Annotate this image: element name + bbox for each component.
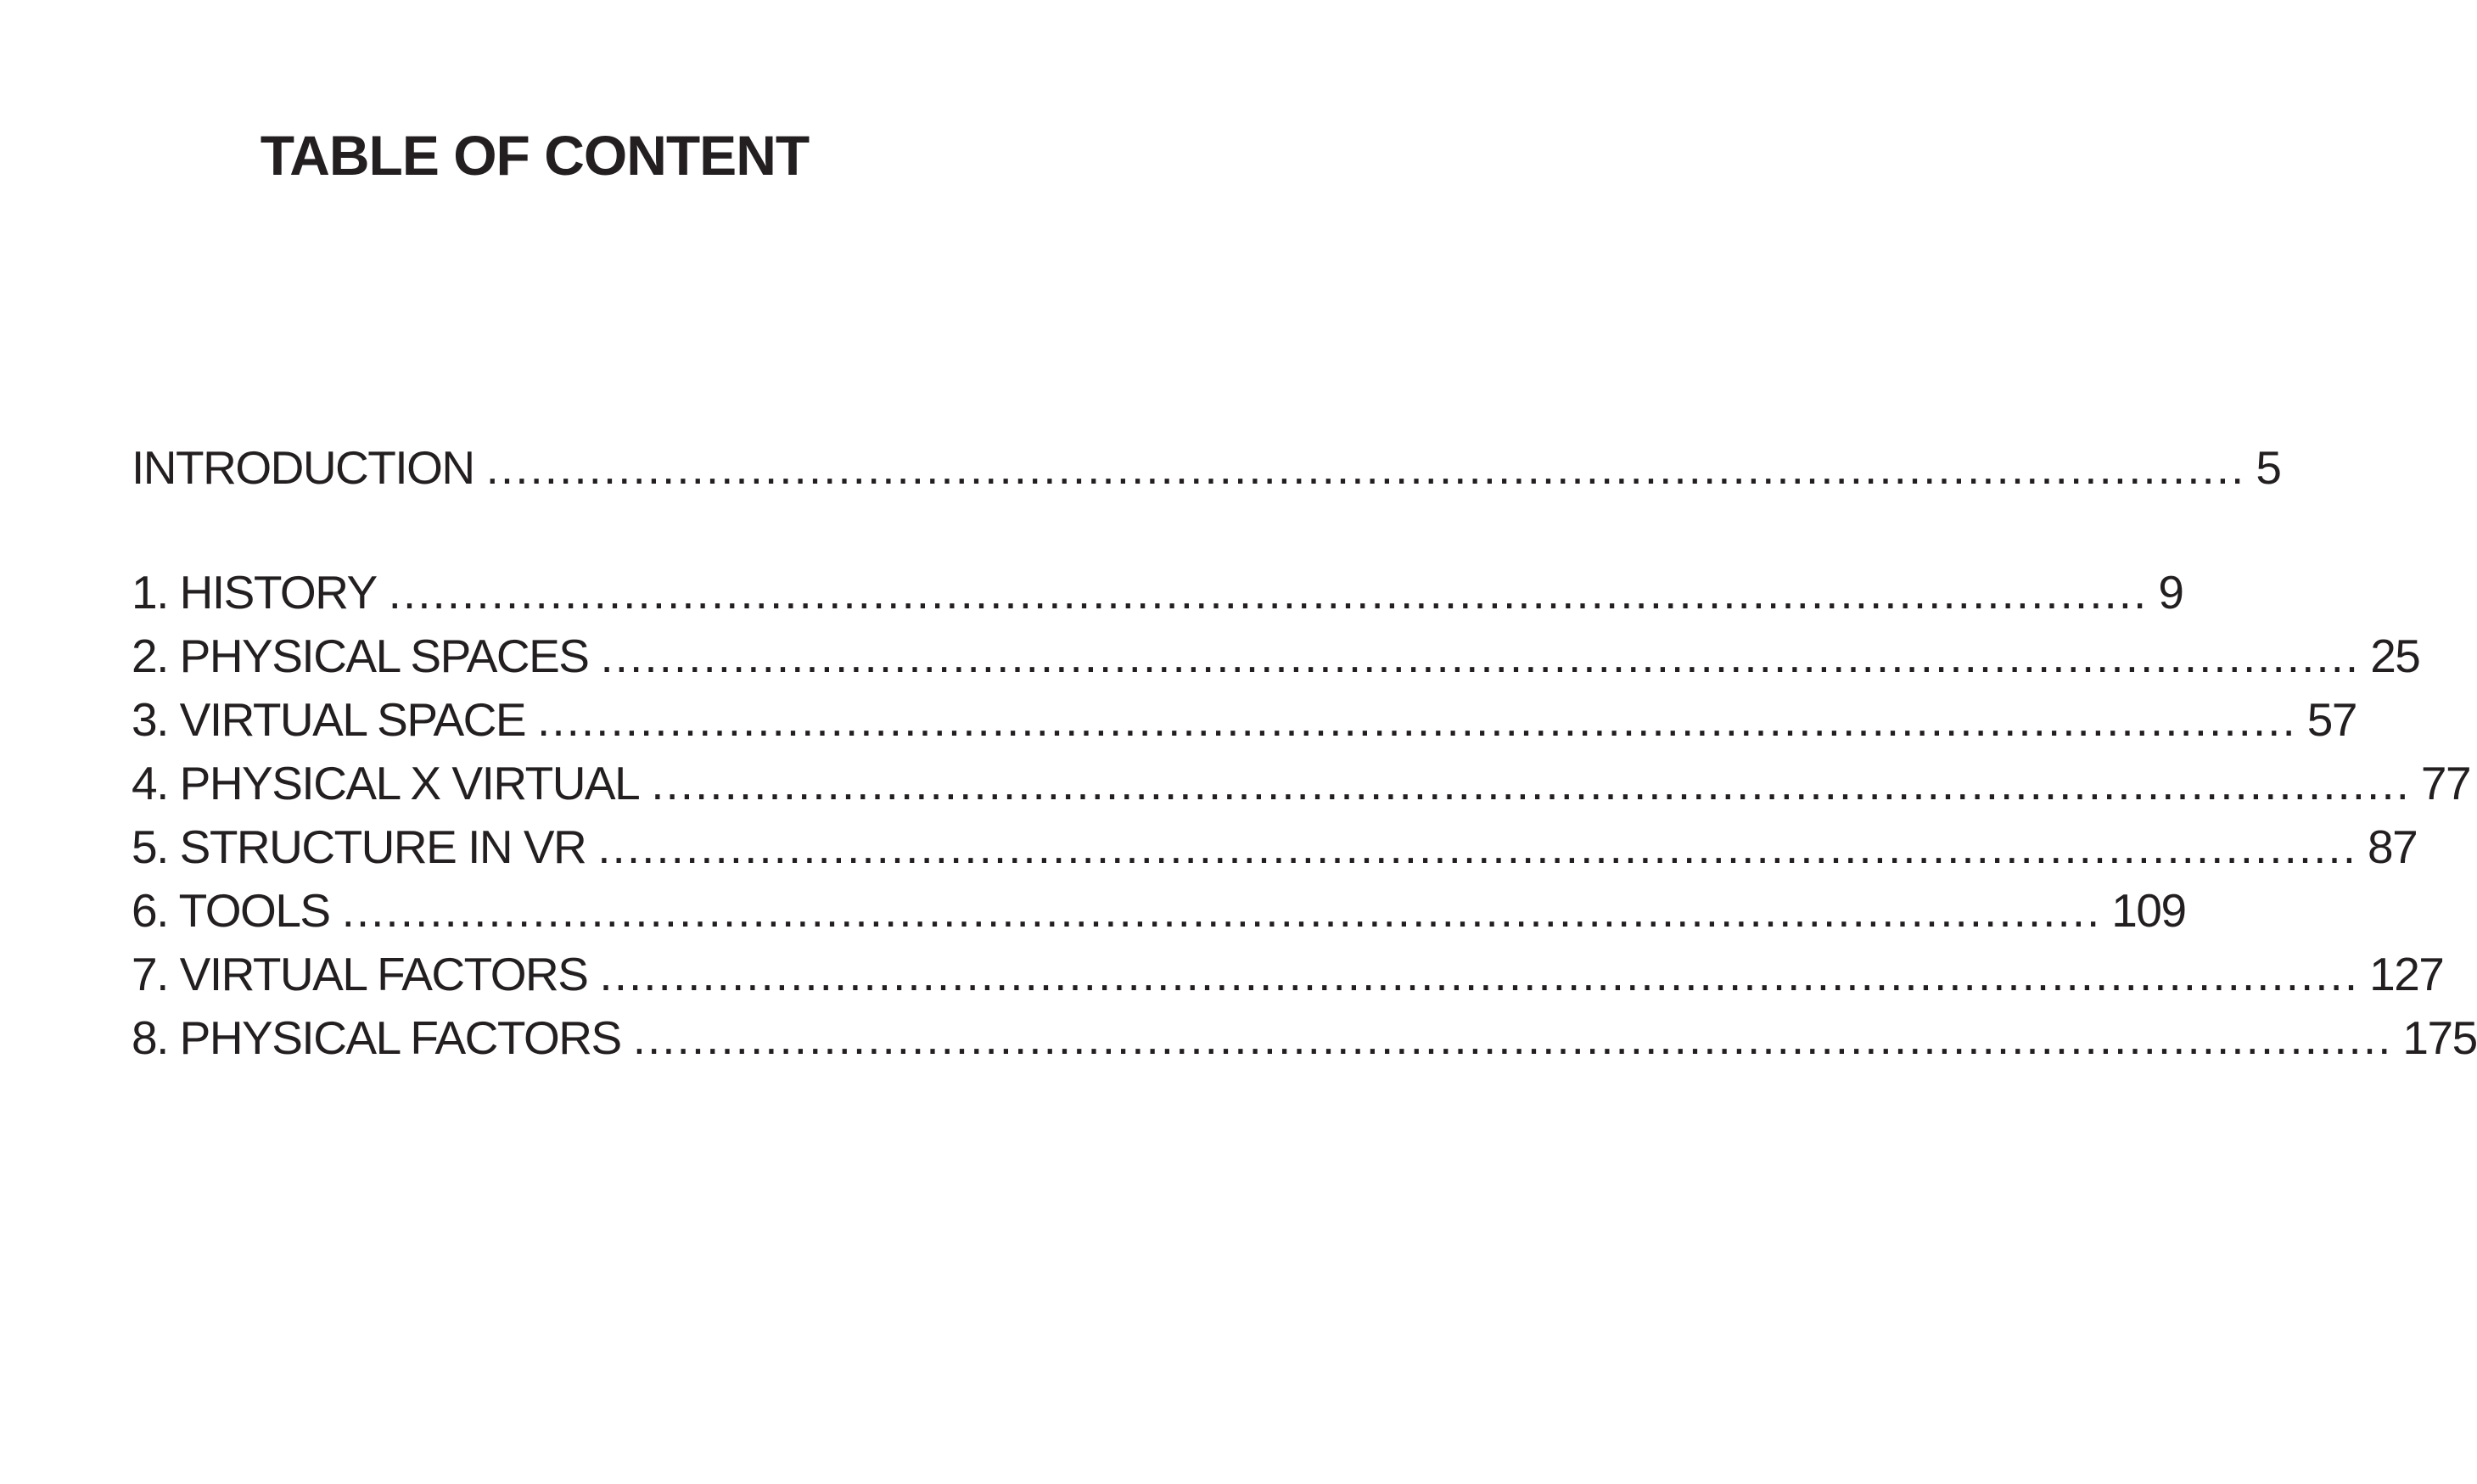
toc-entry-virtual-factors [132, 943, 2444, 1006]
toc-entry-page: 77 [2420, 757, 2471, 809]
toc-entry-label: 5. STRUCTURE IN VR [132, 820, 586, 873]
toc-entry-introduction [132, 436, 2281, 500]
toc-entry-label: 2. PHYSICAL SPACES [132, 630, 589, 682]
toc-entry-page: 9 [2158, 566, 2183, 619]
toc-entry-physical-spaces [132, 624, 2420, 688]
toc-entry-label: 4. PHYSICAL X VIRTUAL [132, 757, 640, 809]
table-of-contents [132, 436, 2477, 1070]
dot-leader: ........................................................................................................................ [537, 693, 2297, 746]
dot-leader: ........................................................................................................................ [600, 630, 2361, 682]
toc-entry-structure-in-vr [132, 815, 2418, 879]
toc-entry-label: 8. PHYSICAL FACTORS [132, 1011, 621, 1064]
toc-entry-page: 57 [2306, 693, 2357, 746]
toc-entry-page: 109 [2111, 884, 2186, 937]
toc-entry-label: 3. VIRTUAL SPACE [132, 693, 526, 746]
toc-entry-physical-factors [132, 1006, 2477, 1070]
toc-entry-tools [132, 879, 2186, 943]
dot-leader: ........................................................................................................................ [599, 948, 2360, 1000]
dot-leader: ........................................................................................................................ [388, 566, 2149, 619]
toc-entry-label: 6. TOOLS [132, 884, 330, 937]
toc-entry-page: 87 [2367, 820, 2418, 873]
toc-entry-history [132, 561, 2183, 624]
toc-entry-page: 127 [2369, 948, 2444, 1000]
toc-entry-label: 7. VIRTUAL FACTORS [132, 948, 588, 1000]
toc-entry-label: INTRODUCTION [132, 441, 474, 494]
dot-leader: ........................................................................................................................ [651, 757, 2411, 809]
page-title: TABLE OF CONTENT [260, 124, 810, 187]
toc-entry-virtual-space [132, 688, 2357, 752]
dot-leader: ........................................................................................................................ [341, 884, 2102, 937]
dot-leader: ........................................................................................................................ [597, 820, 2357, 873]
toc-entry-label: 1. HISTORY [132, 566, 377, 619]
toc-entry-page: 5 [2256, 441, 2281, 494]
dot-leader: ........................................................................................................................ [632, 1011, 2393, 1064]
dot-leader: ........................................................................................................................ [485, 441, 2246, 494]
toc-entry-physical-x-virtual [132, 752, 2471, 815]
toc-entry-page: 25 [2370, 630, 2420, 682]
toc-entry-page: 175 [2402, 1011, 2477, 1064]
